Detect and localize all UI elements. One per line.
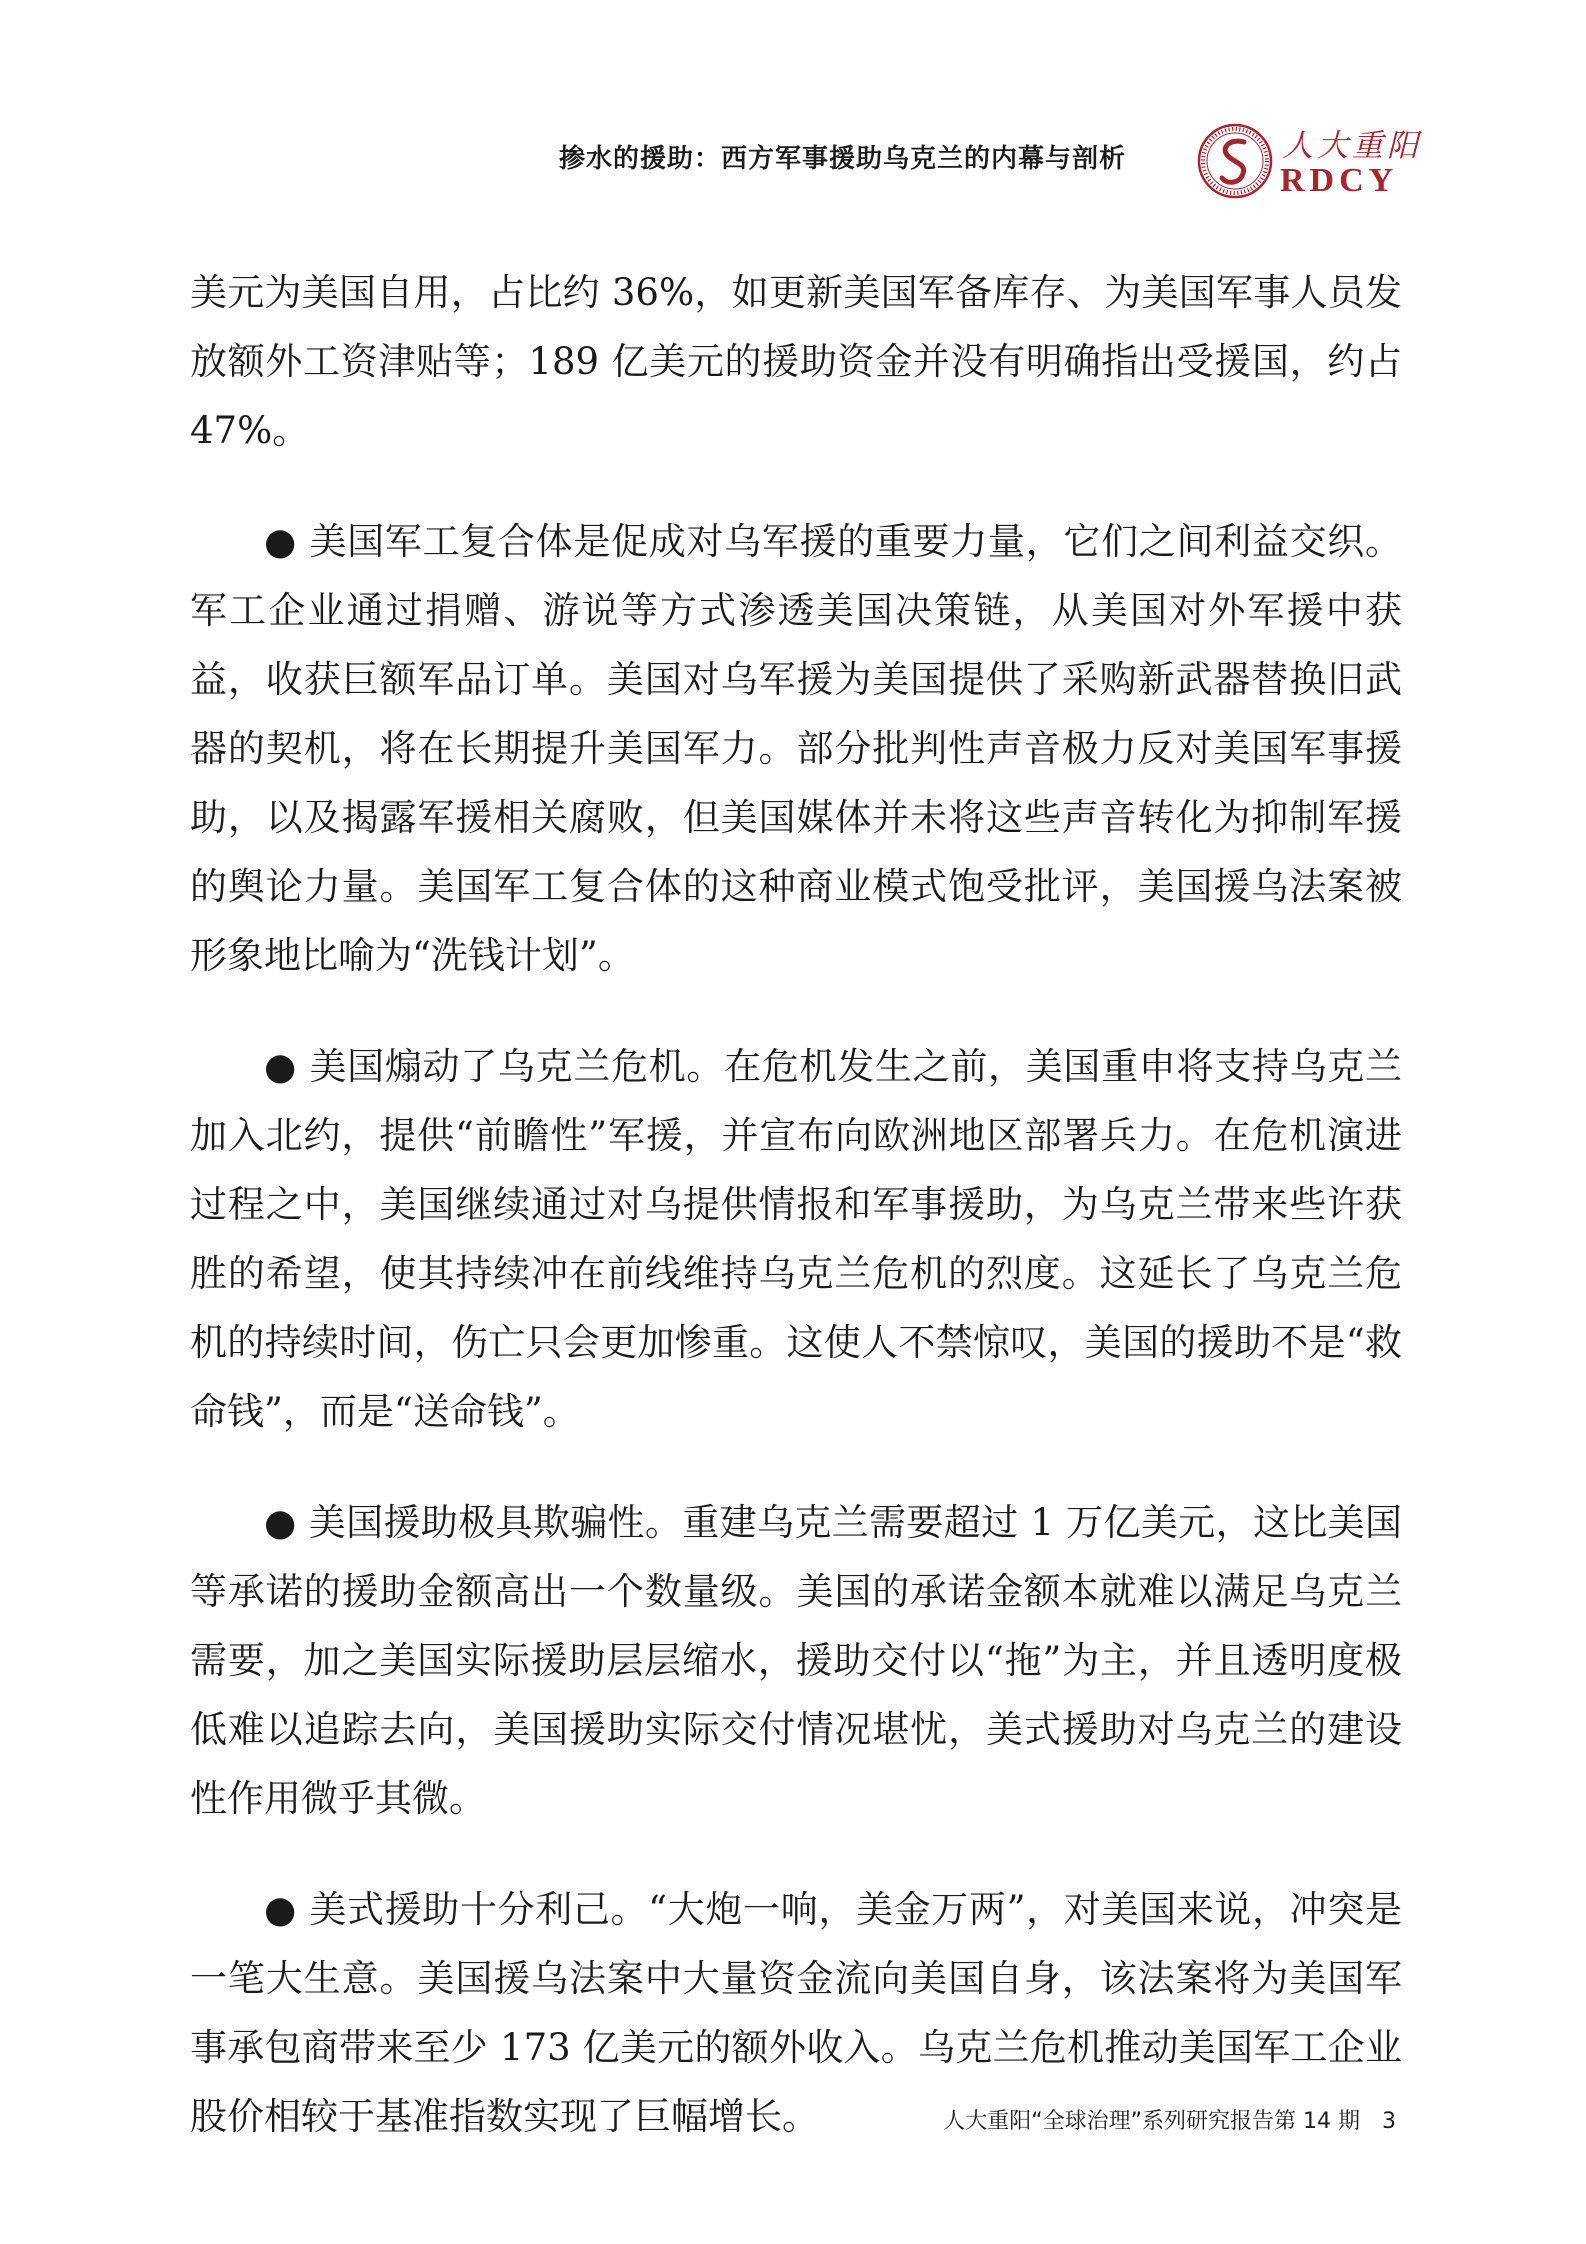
bullet-paragraph: ● 美国援助极具欺骗性。重建乌克兰需要超过 1 万亿美元，这比美国等承诺的援助金额高出一个数量级。美国的承诺金额本就难以满足乌克兰需要，加之美国实际援助层层缩水，援助交付以“拖”为主，并且透明度极低难以追踪去向，美国援助实际交付情况堪忧，美式援助对乌克兰的建设性作用微乎其微。 — [190, 1501, 1402, 1820]
logo-chinese-text: 人大重阳 — [1282, 128, 1422, 164]
main-content — [190, 258, 1402, 2193]
rdcy-seal-icon — [1196, 122, 1274, 200]
footer-series-text: 人大重阳“全球治理”系列研究报告第 14 期 — [943, 2109, 1360, 2134]
bullet-paragraph: ● 美国军工复合体是促成对乌军援的重要力量，它们之间利益交织。军工企业通过捐赠、游说等方式渗透美国决策链，从美国对外军援中获益，收获巨额军品订单。美国对乌军援为美国提供了采购新武器替换旧武器的契机，将在长期提升美国军力。部分批判性声音极力反对美国军事援助，以及揭露军援相关腐败，但美国媒体并未将这些声音转化为抑制军援的舆论力量。美国军工复合体的这种商业模式饱受批评，美国援乌法案被形象地比喻为“洗钱计划”。 — [190, 520, 1402, 977]
page-footer — [943, 2104, 1396, 2135]
body-paragraph: 美元为美国自用，占比约 36%，如更新美国军备库存、为美国军事人员发放额外工资津贴等；189 亿美元的援助资金并没有明确指出受援国，约占 47%。 — [190, 271, 1402, 452]
page-number: 3 — [1382, 2109, 1396, 2134]
page-header — [0, 122, 1586, 212]
running-title: 掺水的援助：西方军事援助乌克兰的内幕与剖析 — [558, 144, 1126, 174]
bullet-paragraph: ● 美国煽动了乌克兰危机。在危机发生之前，美国重申将支持乌克兰加入北约，提供“前瞻性”军援，并宣布向欧洲地区部署兵力。在危机演进过程之中，美国继续通过对乌提供情报和军事援助，为乌克兰带来些许获胜的希望，使其持续冲在前线维持乌克兰危机的烈度。这延长了乌克兰危机的持续时间，伤亡只会更加惨重。这使人不禁惊叹，美国的援助不是“救命钱”，而是“送命钱”。 — [190, 1045, 1402, 1433]
logo-english-text: RDCY — [1280, 162, 1399, 199]
bullet-paragraph: ● 美式援助十分利己。“大炮一响，美金万两”，对美国来说，冲突是一笔大生意。美国援乌法案中大量资金流向美国自身，该法案将为美国军事承包商带来至少 173 亿美元的额外收入。乌克兰危机推动美国军工企业股价相较于基准指数实现了巨幅增长。 — [190, 1888, 1402, 2138]
rdcy-logo — [1196, 122, 1422, 202]
